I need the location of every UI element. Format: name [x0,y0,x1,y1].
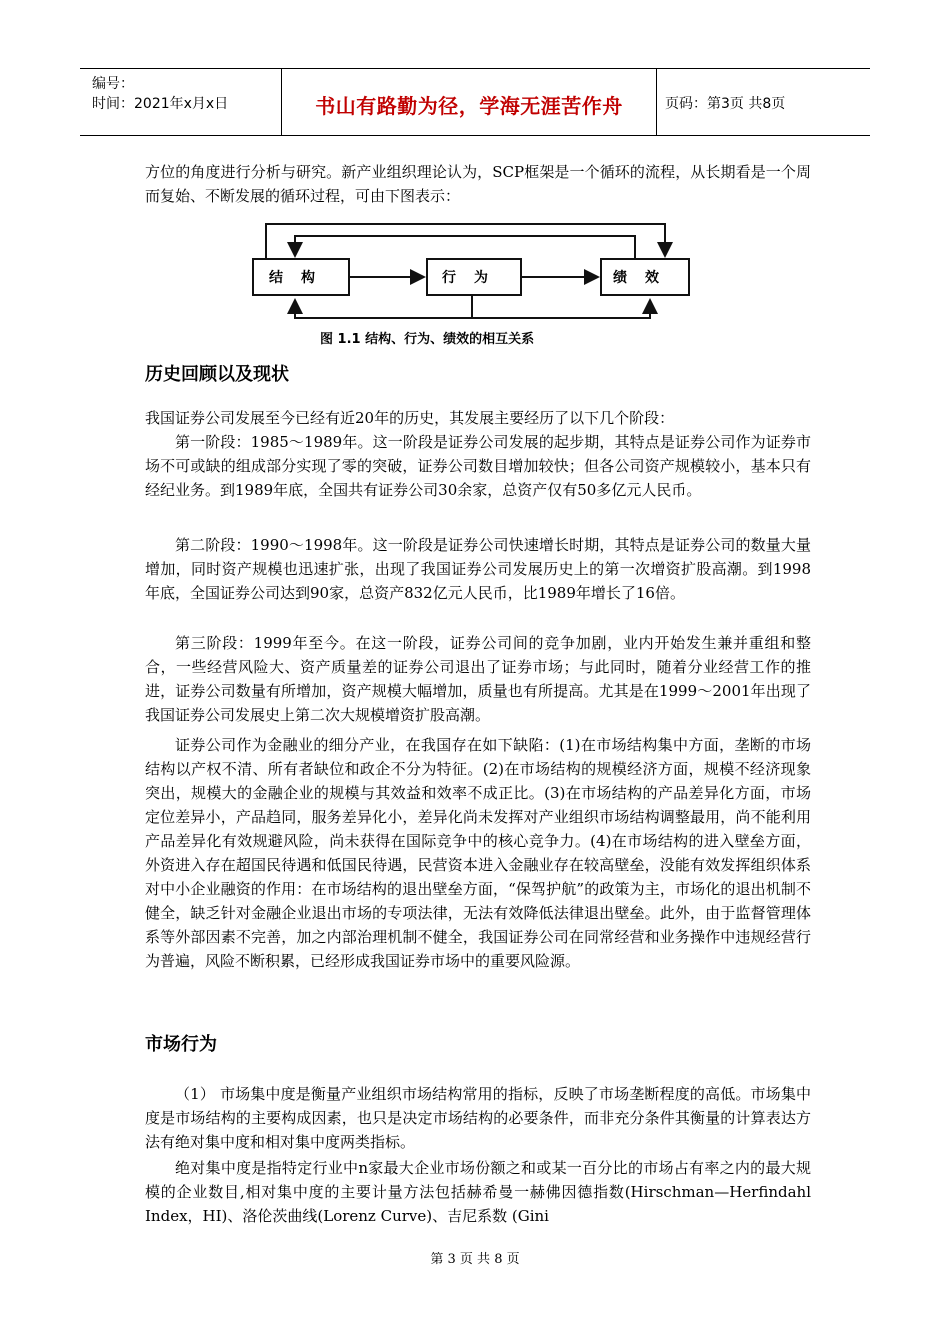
header-page-info: 页码：第3页 共8页 [665,96,786,112]
scp-diagram [250,218,680,348]
header-page-cell [657,69,870,135]
history-paragraph-defects: 证券公司作为金融业的细分产业，在我国存在如下缺陷：(1)在市场结构集中方面，垄断的市场结构以产权不清、所有者缺位和政企不分为特征。(2)在市场结构的规模经济方面，规模不经济现象突出，规模大的金融企业的规模与其效益和效率不成正比。(3)在市场结构的产品差异化方面，市场定位差异小，产品趋同，服务差异化小，差异化尚未发挥对产业组织市场结构调整最用，尚不能利用产品差异化有效规避风险，尚未获得在国际竞争中的核心竞争力。(4)在市场结构的进入壁垒方面，外资进入存在超国民待遇和低国民待遇，民营资本进入金融业存在较高壁垒，没能有效发挥组织体系对中小企业融资的作用：在市场结构的退出壁垒方面，“保驾护航”的政策为主，市场化的退出机制不健全，缺乏针对金融企业退出市场的专项法律，无法有效降低法律退出壁垒。此外，由于监督管理体系等外部因素不完善，加之内部治理机制不健全，我国证券公司在同常经营和业务操作中违规经营行为普遍，风险不断积累，已经形成我国证券市场中的重要风险源。 [145,736,811,970]
header-motto: 书山有路勤为径，学海无涯苦作舟 [315,94,623,118]
box-conduct [426,258,522,296]
box-conduct-label: 行为 [442,270,506,286]
history-paragraph-1: 我国证券公司发展至今已经有近20年的历史，其发展主要经历了以下几个阶段： [145,409,675,427]
box-performance-label: 绩效 [613,270,677,286]
section-title-history: 历史回顾以及现状 [145,364,289,385]
figure-caption: 图 1.1 结构、行为、绩效的相互关系 [320,332,535,347]
arrow-conduct-to-structure-bottom [295,296,472,318]
conduct-paragraph-2: 绝对集中度是指特定行业中n家最大企业市场份额之和或某一百分比的市场占有率之内的最大规模的企业数目,相对集中度的主要计量方法包括赫希曼一赫佛因德指数(Hirschman—Herfindahl Index，HI)、洛伦茨曲线(Lorenz Curve)、吉尼系数 (Gini [145,1159,811,1225]
box-structure [252,258,350,296]
history-paragraph-stage2: 第二阶段：1990～1998年。这一阶段是证券公司快速增长时期，其特点是证券公司的数量大量增加，同时资产规模也迅速扩张，出现了我国证券公司发展历史上的第一次增资扩股高潮。到1998年底，全国证券公司达到90家，总资产832亿元人民币，比1989年增长了16倍。 [145,536,811,602]
document-time-label: 时间：2021年x月x日 [92,96,229,112]
box-performance [600,258,690,296]
history-paragraph-stage1: 第一阶段：1985～1989年。这一阶段是证券公司发展的起步期，其特点是证券公司作为证券市场不可或缺的组成部分实现了零的突破，证券公司数目增加较快；但各公司资产规模较小，基本只有经纪业务。到1989年底，全国共有证券公司30余家，总资产仅有50多亿元人民币。 [145,433,811,499]
box-structure-label: 结构 [269,270,333,286]
intro-paragraph: 方位的角度进行分析与研究。新产业组织理论认为，SCP框架是一个循环的流程，从长期看是一个周而复始、不断发展的循环过程，可由下图表示： [145,163,811,205]
history-paragraph-stage3: 第三阶段：1999年至今。在这一阶段，证券公司间的竞争加剧，业内开始发生兼并重组和整合，一些经营风险大、资产质量差的证券公司退出了证券市场；与此同时，随着分业经营工作的推进，证券公司数量有所增加，资产规模大幅增加，质量也有所提高。尤其是在1999～2001年出现了我国证券公司发展史上第二次大规模增资扩股高潮。 [145,634,811,724]
page-footer: 第 3 页 共 8 页 [430,1252,520,1267]
page-header [80,68,870,136]
section-title-market-conduct: 市场行为 [145,1034,217,1055]
header-motto-cell [282,69,657,135]
arrow-performance-to-structure-top [295,236,635,260]
document-number-label: 编号： [92,76,134,92]
conduct-paragraph-1: （1） 市场集中度是衡量产业组织市场结构常用的指标，反映了市场垄断程度的高低。市场集中度是市场结构的主要构成因素，也只是决定市场结构的必要条件，而非充分条件其衡量的计算表达方法有绝对集中度和相对集中度两类指标。 [145,1085,811,1151]
arrow-conduct-to-performance-bottom [472,302,650,318]
arrow-structure-to-performance-top [266,224,665,260]
header-left-cell [80,69,282,135]
